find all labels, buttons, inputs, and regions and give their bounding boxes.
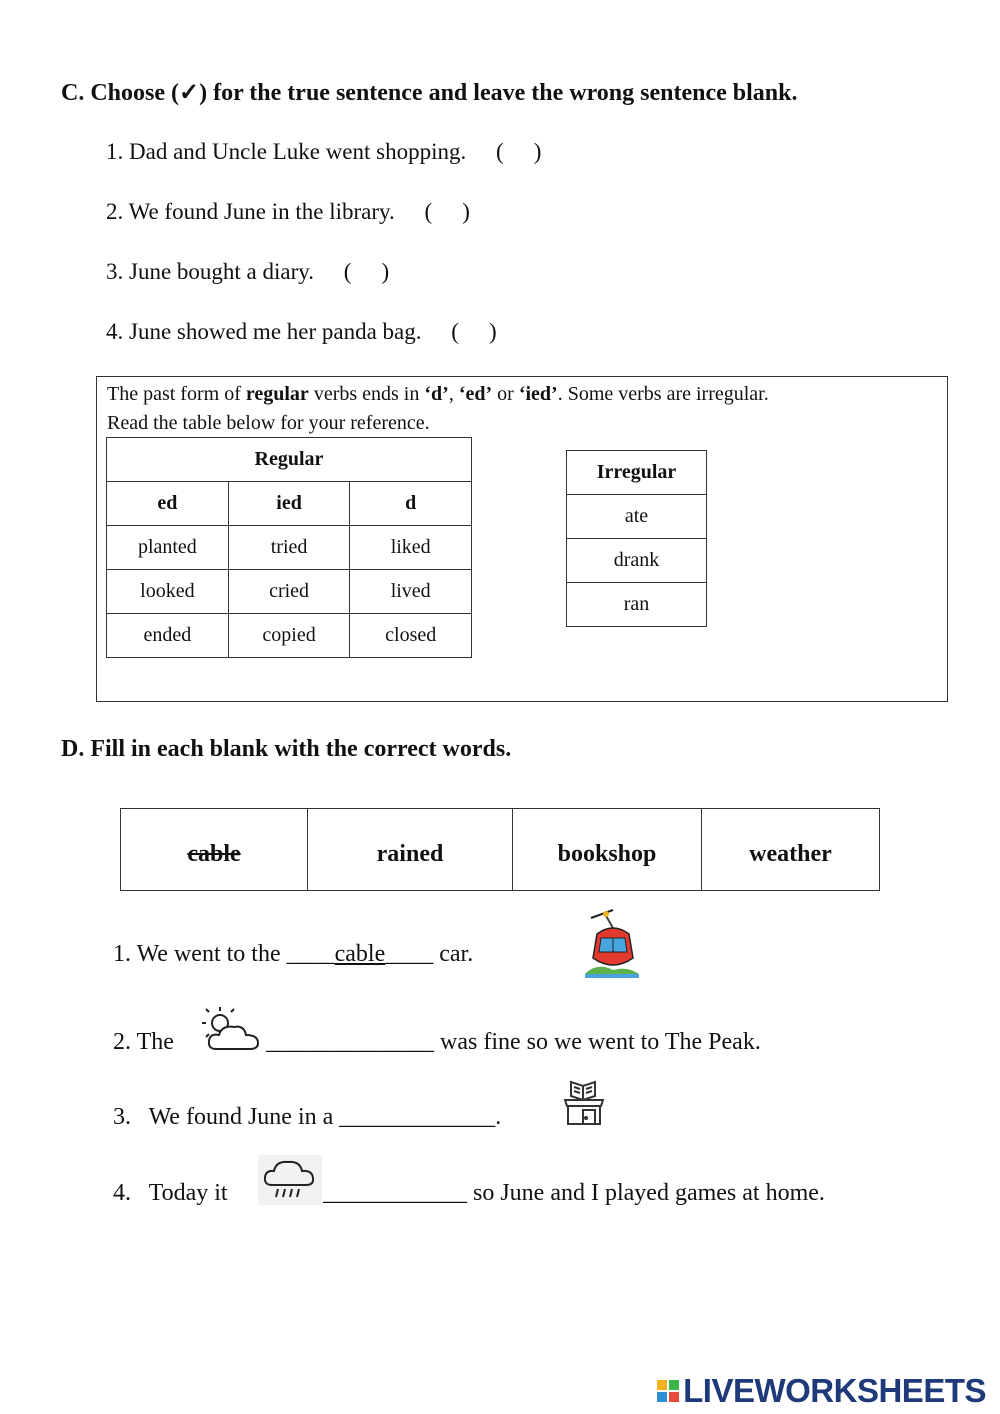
answer-blank[interactable]: cable — [334, 941, 386, 967]
item-number: 3. — [106, 259, 124, 284]
fill-item-2-rest: ______________ was fine so we went to The Peak. — [266, 1029, 761, 1055]
fill-item-4-rest: ____________ so June and I played games at home. — [323, 1180, 825, 1206]
logo-text: LIVEWORKSHEETS — [683, 1372, 986, 1409]
table-cell: tried — [228, 526, 350, 570]
section-c-item-3 — [106, 259, 389, 285]
section-c-item-4 — [106, 319, 497, 345]
item-text: June bought a diary. — [129, 259, 315, 284]
word-bank-item: bookshop — [513, 809, 702, 891]
table-row — [107, 570, 472, 614]
fill-item-1: 1. We went to the ____cable____ car. — [113, 941, 474, 967]
answer-checkbox[interactable]: ( ) — [496, 139, 542, 164]
answer-blank[interactable]: _____________ — [339, 1104, 496, 1130]
answer-checkbox[interactable]: ( ) — [424, 199, 470, 224]
regular-table-title: Regular — [107, 438, 472, 482]
table-row — [567, 539, 707, 583]
table-cell: liked — [350, 526, 472, 570]
reference-line-1: The past form of regular verbs ends in ‘d’, ‘ed’ or ‘ied’. Some verbs are irregular. — [107, 383, 769, 405]
column-header: d — [350, 482, 472, 526]
word-bank-item: cable — [121, 809, 308, 891]
rain-cloud-icon — [258, 1155, 322, 1205]
table-row — [107, 614, 472, 658]
fill-item-3: 3. We found June in a _____________. — [113, 1104, 502, 1130]
answer-blank[interactable]: ____________ — [323, 1180, 467, 1206]
item-number: 1. — [106, 139, 124, 164]
regular-verbs-table — [106, 437, 472, 658]
table-cell: planted — [107, 526, 229, 570]
section-c-item-2 — [106, 199, 470, 225]
table-cell: ran — [567, 583, 707, 627]
fill-item-4: 4. Today it — [113, 1180, 228, 1206]
item-text: June showed me her panda bag. — [129, 319, 422, 344]
table-cell: ended — [107, 614, 229, 658]
section-c-title: C. Choose (✓) for the true sentence and leave the wrong sentence blank. — [61, 80, 798, 106]
table-row — [567, 495, 707, 539]
section-d-title: D. Fill in each blank with the correct words. — [61, 736, 512, 762]
logo-mark-icon — [657, 1380, 679, 1402]
irregular-table-title: Irregular — [567, 451, 707, 495]
answer-blank[interactable]: ______________ — [266, 1029, 434, 1055]
table-cell: closed — [350, 614, 472, 658]
table-cell: lived — [350, 570, 472, 614]
item-number: 4. — [106, 319, 124, 344]
bookshop-icon — [563, 1078, 605, 1126]
liveworksheets-logo — [657, 1372, 986, 1410]
irregular-verbs-table — [566, 450, 707, 627]
reference-text — [107, 380, 937, 438]
section-c-item-1 — [106, 139, 541, 165]
table-cell: ate — [567, 495, 707, 539]
cable-car-icon — [583, 908, 641, 980]
item-text: Dad and Uncle Luke went shopping. — [129, 139, 467, 164]
fill-item-2: 2. The — [113, 1029, 174, 1055]
table-row — [567, 583, 707, 627]
word-bank-item: weather — [702, 809, 880, 891]
column-header: ed — [107, 482, 229, 526]
item-number: 2. — [106, 199, 124, 224]
table-cell: looked — [107, 570, 229, 614]
word-bank-item: rained — [308, 809, 513, 891]
reference-line-2: Read the table below for your reference. — [107, 412, 430, 434]
table-row — [107, 526, 472, 570]
table-cell: drank — [567, 539, 707, 583]
answer-checkbox[interactable]: ( ) — [451, 319, 497, 344]
sunny-cloud-icon — [196, 1003, 266, 1055]
word-bank — [120, 808, 880, 891]
table-cell: copied — [228, 614, 350, 658]
table-cell: cried — [228, 570, 350, 614]
column-header: ied — [228, 482, 350, 526]
item-text: We found June in the library. — [128, 199, 395, 224]
answer-checkbox[interactable]: ( ) — [343, 259, 390, 284]
